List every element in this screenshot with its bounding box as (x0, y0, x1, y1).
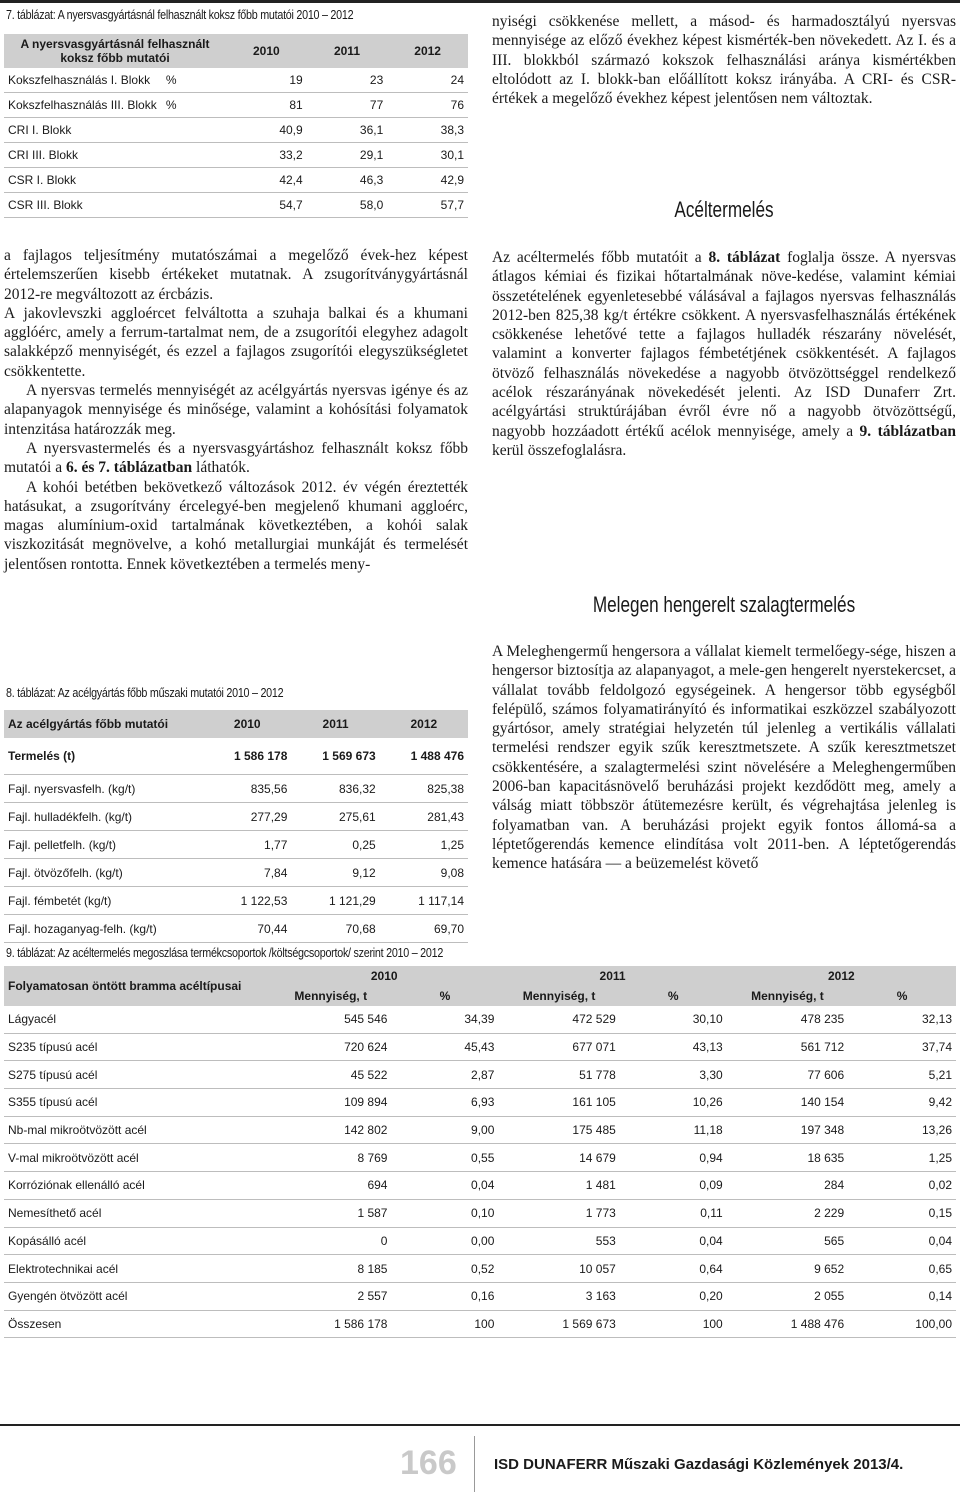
row-label: Fajl. hulladékfelh. (kg/t) (4, 803, 203, 831)
top-rule (0, 0, 960, 3)
table-row (4, 1006, 956, 1033)
row-label: CRI I. Blokk (4, 118, 162, 143)
table8-cell: 835,56 (203, 775, 291, 803)
table9-cell: 18 635 (727, 1144, 848, 1172)
table8-year-col: 2011 (291, 710, 379, 738)
table-row (4, 803, 468, 831)
table9-cell: 0,65 (848, 1255, 956, 1283)
table9-cell: 9 652 (727, 1255, 848, 1283)
table-row (4, 1282, 956, 1310)
table8-cell: 70,44 (203, 915, 291, 943)
table9-cell: 0,00 (391, 1227, 498, 1255)
row-label: CSR III. Blokk (4, 193, 162, 218)
table-row (4, 93, 468, 118)
table9-cell: 478 235 (727, 1006, 848, 1033)
table8-cell: 7,84 (203, 859, 291, 887)
table9-cell: 0,09 (620, 1172, 727, 1200)
row-label: Fajl. fémbetét (kg/t) (4, 887, 203, 915)
table9-cell: 545 546 (270, 1006, 391, 1033)
table8-cell: 1,77 (203, 831, 291, 859)
table7 (4, 34, 468, 218)
left-column-text (4, 246, 468, 574)
table9-cell: 34,39 (391, 1006, 498, 1033)
table9-cell: 1 481 (498, 1172, 619, 1200)
row-label: Fajl. hozaganyag-felh. (kg/t) (4, 915, 203, 943)
row-label: Fajl. ötvözőfelh. (kg/t) (4, 859, 203, 887)
table9-cell: 100,00 (848, 1310, 956, 1338)
table-row (4, 1033, 956, 1061)
table9-cell: 10,26 (620, 1089, 727, 1117)
table9-cell: 43,13 (620, 1033, 727, 1061)
table-row (4, 915, 468, 943)
table9-cell: 32,13 (848, 1006, 956, 1033)
table-row (4, 859, 468, 887)
table8-cell: 277,29 (203, 803, 291, 831)
table9-subheader: Mennyiség, t (727, 986, 848, 1006)
table7-cell: 58,0 (307, 193, 388, 218)
table9-cell: 0 (270, 1227, 391, 1255)
table8-cell: 1 117,14 (380, 887, 468, 915)
table7-cell: 40,9 (226, 118, 307, 143)
table9-cell: 1 587 (270, 1199, 391, 1227)
table8-caption: 8. táblázat: Az acélgyártás főbb műszaki mutatói 2010 – 2012 (6, 686, 284, 700)
table7-cell: 36,1 (307, 118, 388, 143)
table9-cell: 0,16 (391, 1282, 498, 1310)
table9-cell: 472 529 (498, 1006, 619, 1033)
row-label: Nemesíthető acél (4, 1199, 270, 1227)
table9-cell: 0,14 (848, 1282, 956, 1310)
table8-cell: 281,43 (380, 803, 468, 831)
table9-cell: 6,93 (391, 1089, 498, 1117)
row-unit: % (162, 68, 226, 93)
table8-year-col: 2010 (203, 710, 291, 738)
row-label: Kokszfelhasználás III. Blokk (4, 93, 162, 118)
row-label: CRI III. Blokk (4, 143, 162, 168)
table8-cell: 1 586 178 (203, 738, 291, 775)
table9-cell: 0,64 (620, 1255, 727, 1283)
table9-cell: 2 055 (727, 1282, 848, 1310)
paragraph: A kohói betétben bekövetkező változások 2012. év végén éreztették hatásukat, a zsugorítvány ércelegyé-ben megjelenő khumani aggloérc, magas alumínium-oxid tartalmának következtében, a kohói salak viszkozitását megnövelve, a kohó metallurgiai munkáját és termelését jelentősen rontotta. Ennek következtében a termelés meny- (4, 478, 468, 573)
row-unit (162, 143, 226, 168)
table-row (4, 1227, 956, 1255)
row-label: CSR I. Blokk (4, 168, 162, 193)
table-row (4, 887, 468, 915)
table9-cell: 161 105 (498, 1089, 619, 1117)
table8-cell: 69,70 (380, 915, 468, 943)
row-label: Elektrotechnikai acél (4, 1255, 270, 1283)
table8-cell: 1 122,53 (203, 887, 291, 915)
table7-caption: 7. táblázat: A nyersvasgyártásnál felhasznált koksz főbb mutatói 2010 – 2012 (6, 8, 354, 22)
table9-cell: 11,18 (620, 1116, 727, 1144)
row-label: Gyengén ötvözött acél (4, 1282, 270, 1310)
table9-cell: 5,21 (848, 1061, 956, 1089)
table9 (4, 966, 956, 1338)
table9-cell: 142 802 (270, 1116, 391, 1144)
table9-cell: 0,02 (848, 1172, 956, 1200)
table7-cell: 77 (307, 93, 388, 118)
paragraph: nyiségi csökkenése mellett, a másod- és harmadosztályú nyersvas mennyisége az előző évekhez képest kismérték-ben növekedett. Az I. és a III. blokkból származó kokszok felhasználási aránya kismértékben eltolódott az I. blokk-ban előállított koksz irányába. A CRI- és CSR-értékek a megelőző évekhez képest jelentősen nem változtak. (492, 13, 956, 108)
table9-cell: 694 (270, 1172, 391, 1200)
table7-cell: 76 (387, 93, 468, 118)
table9-cell: 1 488 476 (727, 1310, 848, 1338)
table-row (4, 143, 468, 168)
paragraph: A nyersvastermelés és a nyersvasgyártáshoz felhasznált koksz főbb mutatói a 6. és 7. táblázatban láthatók. (4, 439, 468, 477)
table9-year-col: 2012 (727, 966, 956, 986)
table7-year-col: 2010 (226, 34, 307, 68)
table8-year-col: 2012 (380, 710, 468, 738)
table7-cell: 42,9 (387, 168, 468, 193)
table9-cell: 0,04 (391, 1172, 498, 1200)
table9-cell: 140 154 (727, 1089, 848, 1117)
table8-cell: 825,38 (380, 775, 468, 803)
table9-cell: 9,42 (848, 1089, 956, 1117)
row-unit (162, 193, 226, 218)
table9-cell: 13,26 (848, 1116, 956, 1144)
table-row (4, 1199, 956, 1227)
table9-cell: 565 (727, 1227, 848, 1255)
table-row (4, 831, 468, 859)
table9-cell: 77 606 (727, 1061, 848, 1089)
table9-cell: 100 (391, 1310, 498, 1338)
table9-cell: 8 185 (270, 1255, 391, 1283)
table9-cell: 175 485 (498, 1116, 619, 1144)
table9-subheader: Mennyiség, t (498, 986, 619, 1006)
table7-cell: 24 (387, 68, 468, 93)
table9-cell: 14 679 (498, 1144, 619, 1172)
page-number: 166 (400, 1444, 457, 1482)
table9-cell: 1 586 178 (270, 1310, 391, 1338)
row-label: Fajl. pelletfelh. (kg/t) (4, 831, 203, 859)
table8-cell: 1 488 476 (380, 738, 468, 775)
table9-cell: 197 348 (727, 1116, 848, 1144)
table9-year-col: 2010 (270, 966, 498, 986)
table9-cell: 677 071 (498, 1033, 619, 1061)
table7-year-col: 2012 (387, 34, 468, 68)
table8-cell: 9,12 (291, 859, 379, 887)
table9-cell: 1 569 673 (498, 1310, 619, 1338)
row-unit (162, 118, 226, 143)
table7-year-col: 2011 (307, 34, 388, 68)
table8-header-label: Az acélgyártás főbb mutatói (4, 710, 203, 738)
table9-cell: 10 057 (498, 1255, 619, 1283)
table7-cell: 30,1 (387, 143, 468, 168)
table9-cell: 0,94 (620, 1144, 727, 1172)
row-label: S275 típusú acél (4, 1061, 270, 1089)
footer-rule (0, 1424, 960, 1426)
row-label: V-mal mikroötvözött acél (4, 1144, 270, 1172)
journal-title: ISD DUNAFERR Műszaki Gazdasági Közlemények 2013/4. (494, 1456, 904, 1473)
table8-bold-label: Termelés (t) (4, 738, 203, 775)
table7-cell: 23 (307, 68, 388, 93)
table9-cell: 2,87 (391, 1061, 498, 1089)
table8 (4, 710, 468, 943)
table9-cell: 2 557 (270, 1282, 391, 1310)
row-label: S235 típusú acél (4, 1033, 270, 1061)
table7-cell: 42,4 (226, 168, 307, 193)
table8-cell: 275,61 (291, 803, 379, 831)
table-row (4, 193, 468, 218)
table9-cell: 109 894 (270, 1089, 391, 1117)
right-column-text (492, 12, 956, 108)
row-unit (162, 168, 226, 193)
table9-cell: 30,10 (620, 1006, 727, 1033)
row-label: Korróziónak ellenálló acél (4, 1172, 270, 1200)
row-label: Kokszfelhasználás I. Blokk (4, 68, 162, 93)
table9-cell: 9,00 (391, 1116, 498, 1144)
table-row (4, 68, 468, 93)
table9-cell: 0,11 (620, 1199, 727, 1227)
paragraph: A Meleghengermű hengersora a vállalat kiemelt termelőegy-sége, hiszen a hengersor biztosítja az alapanyagot, a mele-gen hengerelt nyerstekercset, a vállalat tovább feldolgozó egységeinek. A hengersor több egységből felépülő, számos folyamatirányító és informatikai eszközzel szabályozott gyártósor, amely stratégiai helyzetén túl jelenleg a vertikális vállalati termelési rendszer egyik szűk keresztmetszete. A szűk keresztmetszet csökkentésére, a szalagtermelési szint növelésére a Meleghengerműben 2006-ban kapacitásnövelő beruházási projekt kezdődött meg, amely a válság miatt többször átütemezésre került, és végrehajtása jelenleg is folyamatban van. A beruházási projekt egyik fontos állomá-sa a léptetőgerendás kemence elindítása volt 2011-ben. A léptetőgerendás kemence hatására — a beüzemelést követő (492, 643, 956, 873)
table8-cell: 836,32 (291, 775, 379, 803)
table9-cell: 0,10 (391, 1199, 498, 1227)
table7-cell: 81 (226, 93, 307, 118)
table-row (4, 1061, 956, 1089)
row-unit: % (162, 93, 226, 118)
table9-cell: 51 778 (498, 1061, 619, 1089)
table9-year-col: 2011 (498, 966, 726, 986)
table9-caption: 9. táblázat: Az acéltermelés megoszlása termékcsoportok /költségcsoportok/ szerint 2010 – 2012 (6, 946, 444, 960)
table9-cell: 37,74 (848, 1033, 956, 1061)
table9-header-label: Folyamatosan öntött bramma acéltípusai (4, 966, 270, 1006)
table9-cell: 8 769 (270, 1144, 391, 1172)
table7-header-label: A nyersvasgyártásnál felhasznált koksz főbb mutatói (4, 34, 226, 68)
table7-cell: 33,2 (226, 143, 307, 168)
table9-subheader: % (391, 986, 498, 1006)
table8-cell: 1 569 673 (291, 738, 379, 775)
table7-cell: 38,3 (387, 118, 468, 143)
table9-cell: 0,55 (391, 1144, 498, 1172)
table9-cell: 0,04 (620, 1227, 727, 1255)
table9-cell: 553 (498, 1227, 619, 1255)
footer-divider (474, 1436, 475, 1492)
table9-cell: 45 522 (270, 1061, 391, 1089)
table9-subheader: % (848, 986, 956, 1006)
row-label: Összesen (4, 1310, 270, 1338)
table-row (4, 775, 468, 803)
table9-cell: 3,30 (620, 1061, 727, 1089)
section-heading: Melegen hengerelt szalagtermelés (592, 592, 856, 617)
table-row (4, 1172, 956, 1200)
table9-cell: 0,52 (391, 1255, 498, 1283)
paragraph: A jakovlevszki aggloércet felváltotta a szuhaja balkai és a khumani agglóérc, amely a ferrum-tartalmat nem, de a zsugorítói elegyhez adagolt salakképző mennyiségét, és ezzel a fajlagos zsugorítói elegyszükségletet csökkentette. (4, 304, 468, 380)
table9-subheader: Mennyiség, t (270, 986, 391, 1006)
table9-cell: 0,04 (848, 1227, 956, 1255)
table9-cell: 2 229 (727, 1199, 848, 1227)
table8-cell: 9,08 (380, 859, 468, 887)
row-label: Lágyacél (4, 1006, 270, 1033)
table-row (4, 1310, 956, 1338)
table-row (4, 118, 468, 143)
table9-subheader: % (620, 986, 727, 1006)
table9-cell: 100 (620, 1310, 727, 1338)
table9-cell: 284 (727, 1172, 848, 1200)
table8-cell: 0,25 (291, 831, 379, 859)
table8-cell: 1 121,29 (291, 887, 379, 915)
table8-cell: 70,68 (291, 915, 379, 943)
table9-cell: 1,25 (848, 1144, 956, 1172)
table7-cell: 54,7 (226, 193, 307, 218)
table7-cell: 57,7 (387, 193, 468, 218)
paragraph: A nyersvas termelés mennyiségét az acélgyártás nyersvas igénye és az alapanyagok mennyisége és minősége, valamint a kohósítási folyamatok intenzitása határozzák meg. (4, 382, 468, 438)
table7-cell: 19 (226, 68, 307, 93)
table9-cell: 45,43 (391, 1033, 498, 1061)
table9-cell: 561 712 (727, 1033, 848, 1061)
right-column-text (492, 248, 956, 460)
table9-cell: 720 624 (270, 1033, 391, 1061)
table9-cell: 0,15 (848, 1199, 956, 1227)
row-label: Nb-mal mikroötvözött acél (4, 1116, 270, 1144)
table9-cell: 3 163 (498, 1282, 619, 1310)
row-label: Kopásálló acél (4, 1227, 270, 1255)
paragraph: Az acéltermelés főbb mutatóit a 8. táblázat foglalja össze. A nyersvas átlagos kémiai és fizikai hőtartalmának növe-kedése, valamint kémiai összetételének egyenletesebbé válásával a fajlagos nyersvas felhasználás 2012-ben 825,38 kg/t értékre csökkent. A nyersvasfelhasználás értékének csökkenése lehetővé tette a fajlagos hulladék részarány növelését, valamint a konverter fajlagos fémbetétjének csökkentését. A fajlagos ötvöző felhasználás növekedése a nagyobb ötvözöttséggel rendelkező acélok részarányának növekedését jelenti. Az ISD Dunaferr Zrt. acélgyártási struktúrájában évről évre nő a nagyobb ötvözöttségű, nagyobb hozzáadott értékű acélok mennyisége, amely a 9. táblázatban kerül összefoglalásra. (492, 249, 956, 459)
table8-cell: 1,25 (380, 831, 468, 859)
table-row (4, 1144, 956, 1172)
table7-cell: 29,1 (307, 143, 388, 168)
right-column-text (492, 642, 956, 874)
table-row (4, 1089, 956, 1117)
table9-cell: 1 773 (498, 1199, 619, 1227)
table-row (4, 168, 468, 193)
table9-cell: 0,20 (620, 1282, 727, 1310)
row-label: Fajl. nyersvasfelh. (kg/t) (4, 775, 203, 803)
table7-cell: 46,3 (307, 168, 388, 193)
paragraph: a fajlagos teljesítmény mutatószámai a megelőző évek-hez képest értelemszerűen kisebb értékeket mutatnak. A zsugorítványgyártásnál 2012-re megváltozott az ércbázis. (4, 247, 468, 303)
section-heading: Acéltermelés (674, 197, 774, 222)
row-label: S355 típusú acél (4, 1089, 270, 1117)
table-row (4, 1116, 956, 1144)
table-row (4, 1255, 956, 1283)
